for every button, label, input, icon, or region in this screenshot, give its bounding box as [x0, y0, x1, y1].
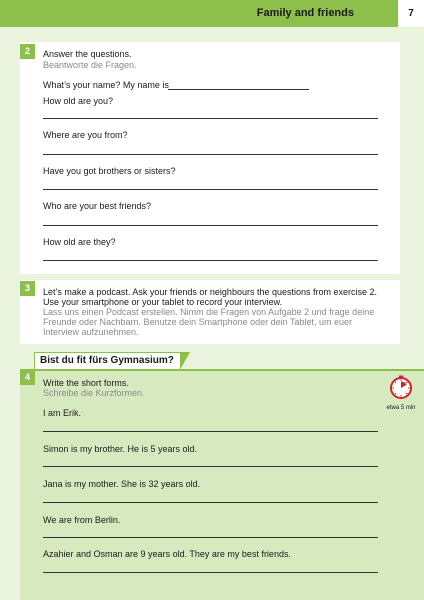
- stopwatch-icon: [389, 375, 413, 399]
- exercise-4-number: 4: [20, 370, 35, 385]
- question-name: What’s your name? My name is: [43, 80, 169, 90]
- timer-label: etwa 5 min: [386, 405, 416, 411]
- short-form-line-2[interactable]: [43, 466, 378, 467]
- exercise-3-instruction-de-line-2: Freunde oder Nachbarn. Benutze dein Smartphone oder dein Tablet, um euer: [43, 317, 353, 327]
- short-form-line-4[interactable]: [43, 537, 378, 538]
- question-age: How old are you?: [43, 96, 114, 106]
- exercise-2-instruction: Answer the questions.: [43, 49, 132, 59]
- sentence-4: We are from Berlin.: [43, 515, 121, 525]
- answer-line-siblings[interactable]: [43, 189, 378, 190]
- exercise-3-instruction-line-2: Use your smartphone or your tablet to record your interview.: [43, 297, 283, 307]
- sentence-2: Simon is my brother. He is 5 years old.: [43, 444, 198, 454]
- question-origin: Where are you from?: [43, 130, 128, 140]
- exercise-2-number: 2: [20, 44, 35, 59]
- short-form-line-1[interactable]: [43, 431, 378, 432]
- exercise-4-instruction-de: Schreibe die Kurzformen.: [43, 388, 145, 398]
- exercise-3-number: 3: [20, 281, 35, 296]
- exercise-4-instruction: Write the short forms.: [43, 378, 129, 388]
- exercise-3-instruction-de-line-1: Lass uns einen Podcast erstellen. Nimm die Fragen von Aufgabe 2 und frage deine: [43, 307, 375, 317]
- fit-section-tab: [34, 352, 180, 369]
- name-answer-line[interactable]: [168, 89, 309, 90]
- fit-section-title: Bist du fit fürs Gymnasium?: [40, 355, 174, 366]
- question-best-friends: Who are your best friends?: [43, 201, 152, 211]
- short-form-line-3[interactable]: [43, 502, 378, 503]
- answer-line-best-friends[interactable]: [43, 225, 378, 226]
- exercise-3-instruction-de-line-3: Interview aufzunehmen.: [43, 327, 139, 337]
- timer: [383, 375, 419, 411]
- short-form-line-5[interactable]: [43, 572, 378, 573]
- page-number: 7: [398, 0, 424, 27]
- sentence-5: Azahier and Osman are 9 years old. They are my best friends.: [43, 549, 291, 559]
- exercise-2-instruction-de: Beantworte die Fragen.: [43, 60, 137, 70]
- question-siblings: Have you got brothers or sisters?: [43, 166, 176, 176]
- page-title: Family and friends: [256, 7, 354, 19]
- answer-line-origin[interactable]: [43, 154, 378, 155]
- sentence-3: Jana is my mother. She is 32 years old.: [43, 479, 201, 489]
- exercise-3-instruction-line-1: Let’s make a podcast. Ask your friends or neighbours the questions from exercise 2.: [43, 287, 378, 297]
- answer-line-friends-age[interactable]: [43, 260, 378, 261]
- question-friends-age: How old are they?: [43, 237, 116, 247]
- sentence-1: I am Erik.: [43, 408, 82, 418]
- header-bar: [0, 0, 398, 27]
- answer-line-age[interactable]: [43, 118, 378, 119]
